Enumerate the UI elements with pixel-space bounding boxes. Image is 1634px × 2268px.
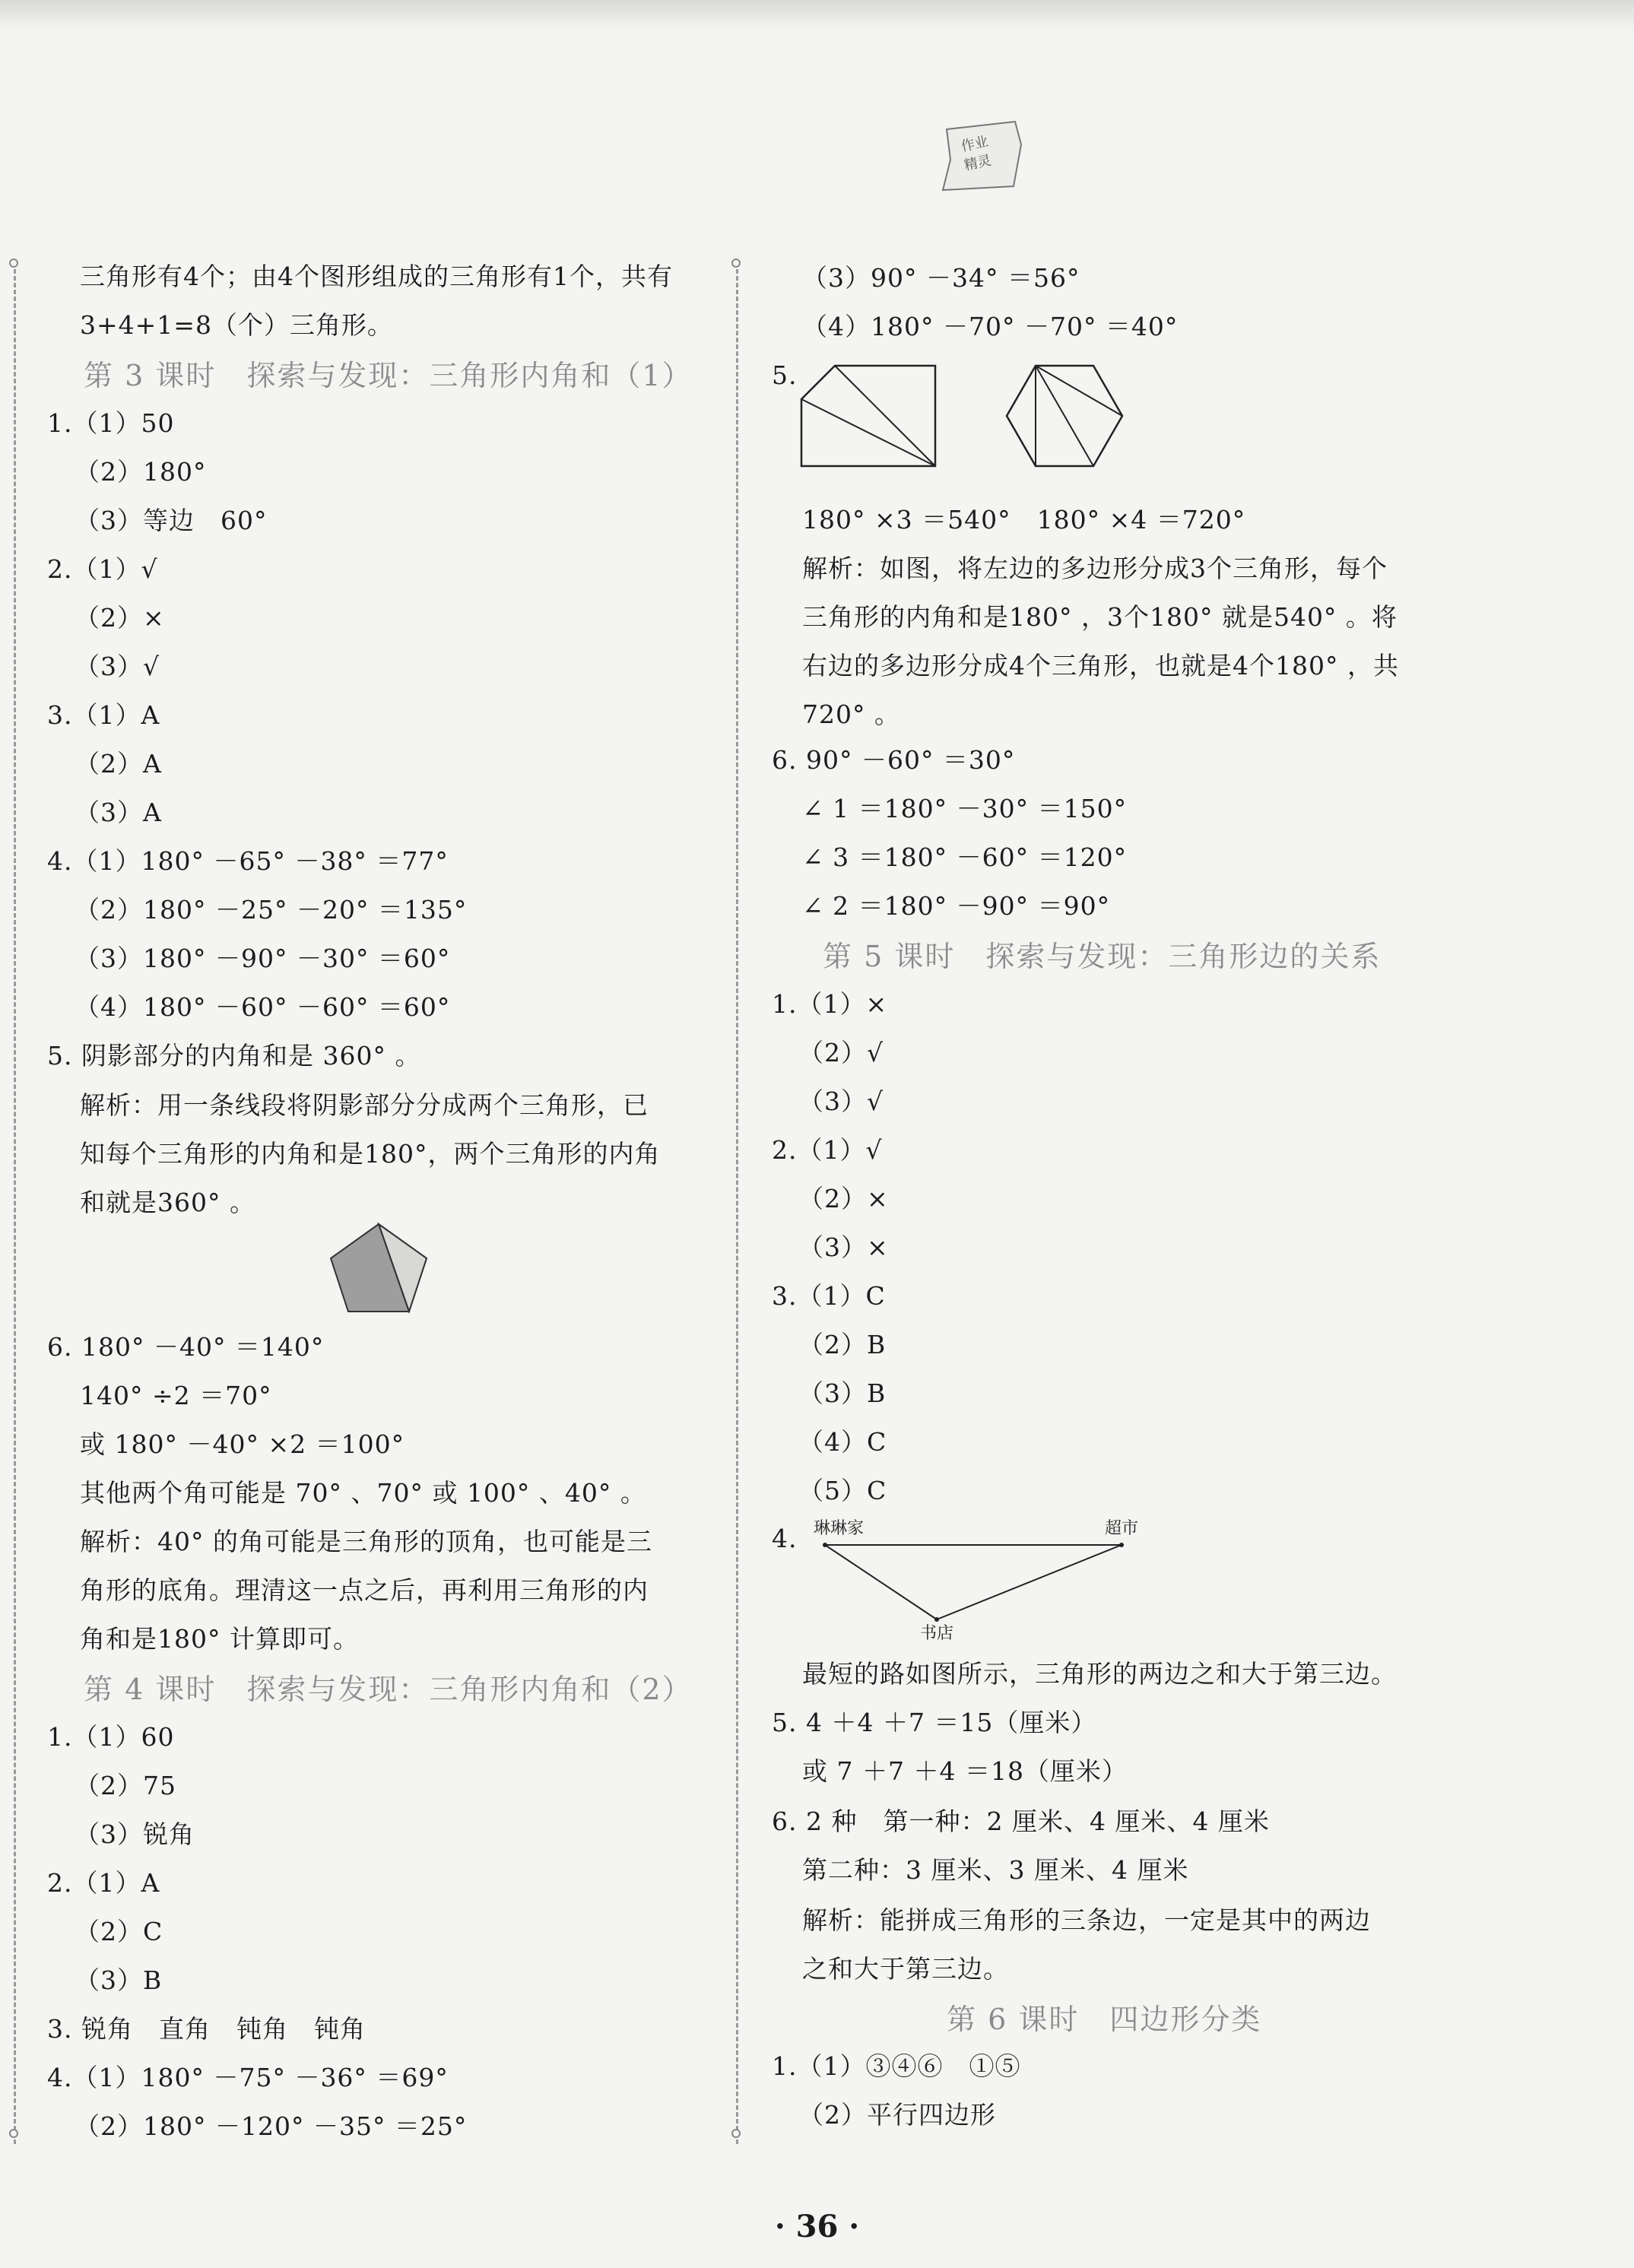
analysis-line: 角和是180° 计算即可。	[80, 1624, 359, 1654]
answer-line: （2）平行四边形	[798, 2100, 996, 2130]
answer-line: 2.（1）√	[47, 554, 158, 584]
answer-line: （3）锐角	[75, 1819, 195, 1849]
map-label-store: 书店	[920, 1624, 954, 1642]
lesson-heading: 第 3 课时 探索与发现：三角形内角和（1）	[84, 359, 693, 392]
answer-line: 5. 阴影部分的内角和是 360° 。	[47, 1041, 421, 1071]
polygon-division-figure	[798, 361, 1194, 475]
lesson-heading: 第 4 课时 探索与发现：三角形内角和（2）	[84, 1673, 693, 1706]
answer-line: 其他两个角可能是 70° 、70° 或 100° 、40° 。	[80, 1478, 646, 1508]
answer-line: （2）180° －120° －35° ＝25°	[75, 2111, 468, 2141]
answer-line: 6. 90° －60° ＝30°	[772, 745, 1016, 775]
answer-line: （3）等边 60°	[75, 506, 268, 535]
answer-line: （2）×	[798, 1184, 889, 1213]
analysis-line: 解析：如图，将左边的多边形分成3个三角形，每个	[802, 554, 1388, 583]
answer-line: 1.（1）③④⑥ ①⑤	[772, 2051, 1021, 2081]
answer-line: （3）√	[75, 652, 160, 681]
answer-line: 1.（1）60	[47, 1722, 175, 1752]
answer-line: （2）A	[75, 749, 162, 779]
answer-line: （3）B	[798, 1378, 887, 1408]
answer-line: ∠ 2 ＝180° －90° ＝90°	[802, 891, 1111, 921]
answer-line: （3）90° －34° ＝56°	[802, 263, 1080, 293]
answer-line: （2）×	[75, 603, 165, 633]
answer-line: 2.（1）A	[47, 1868, 160, 1898]
answer-line: 或 7 ＋7 ＋4 ＝18（厘米）	[802, 1756, 1128, 1786]
answer-line: 6. 2 种 第一种：2 厘米、4 厘米、4 厘米	[772, 1806, 1270, 1836]
answer-line: （3）180° －90° －30° ＝60°	[75, 944, 451, 973]
answer-line: （4）180° －70° －70° ＝40°	[802, 312, 1179, 341]
stamp-text-1: 作业	[960, 133, 990, 155]
answer-line: 或 180° －40° ×2 ＝100°	[80, 1429, 405, 1459]
answer-line: 3.（1）C	[772, 1281, 886, 1311]
answer-line: 4.	[772, 1524, 798, 1553]
lesson-heading: 第 6 课时 四边形分类	[947, 2003, 1262, 2036]
analysis-line: 解析：用一条线段将阴影部分分成两个三角形，已	[80, 1090, 649, 1120]
analysis-line: 之和大于第三边。	[802, 1954, 1009, 1984]
text-line: 三角形有4个；由4个图形组成的三角形有1个，共有	[80, 262, 673, 291]
answer-line: （2）B	[798, 1330, 887, 1359]
answer-line: （2）180°	[75, 457, 207, 487]
pentagon-figure	[325, 1220, 432, 1315]
answer-line: （3）B	[75, 1965, 163, 1995]
lesson-heading: 第 5 课时 探索与发现：三角形边的关系	[823, 940, 1382, 973]
analysis-line: 解析：能拼成三角形的三条边，一定是其中的两边	[802, 1905, 1371, 1935]
scan-top-band	[0, 0, 1634, 30]
publisher-stamp	[931, 114, 1030, 198]
page-number: · 36 ·	[774, 2209, 860, 2244]
answer-line: （3）×	[798, 1232, 889, 1262]
answer-line: 140° ÷2 ＝70°	[80, 1381, 272, 1410]
answer-line: 最短的路如图所示，三角形的两边之和大于第三边。	[802, 1659, 1397, 1689]
analysis-line: 三角形的内角和是180° ，3个180° 就是540° 。将	[802, 602, 1398, 632]
answer-line: （2）C	[75, 1917, 163, 1946]
answer-line: 1.（1）×	[772, 989, 888, 1019]
answer-line: 3.（1）A	[47, 700, 160, 730]
answer-line: 4.（1）180° －65° －38° ＝77°	[47, 846, 449, 876]
answer-line: （3）√	[798, 1086, 884, 1116]
answer-line: ∠ 1 ＝180° －30° ＝150°	[802, 794, 1128, 823]
rule-dot	[731, 2129, 741, 2138]
answer-line: 180° ×3 ＝540° 180° ×4 ＝720°	[802, 505, 1246, 534]
rule-dot	[9, 2129, 18, 2138]
analysis-line: 解析：40° 的角可能是三角形的顶角，也可能是三	[80, 1527, 652, 1556]
answer-line: （2）√	[798, 1038, 884, 1067]
center-column-rule	[736, 262, 738, 2144]
left-margin-rule	[14, 262, 16, 2144]
answer-line: ∠ 3 ＝180° －60° ＝120°	[802, 842, 1128, 872]
stamp-text-2: 精灵	[963, 152, 993, 174]
answer-line: 5. 4 ＋4 ＋7 ＝15（厘米）	[772, 1708, 1097, 1737]
answer-line: 5.	[772, 360, 798, 390]
answer-line: （4）180° －60° －60° ＝60°	[75, 992, 451, 1022]
answer-line: 6. 180° －40° ＝140°	[47, 1332, 325, 1362]
answer-line: 第二种：3 厘米、3 厘米、4 厘米	[802, 1855, 1189, 1885]
analysis-line: 右边的多边形分成4个三角形，也就是4个180° ，共	[802, 651, 1399, 680]
answer-line: （3）A	[75, 798, 162, 827]
map-label-market: 超市	[1105, 1519, 1139, 1538]
analysis-line: 和就是360° 。	[80, 1188, 255, 1217]
answer-line: （4）C	[798, 1427, 887, 1457]
rule-dot	[731, 259, 741, 268]
text-line: 3+4+1=8（个）三角形。	[80, 310, 393, 340]
answer-line: 4.（1）180° －75° －36° ＝69°	[47, 2063, 449, 2092]
answer-line: 2.（1）√	[772, 1135, 883, 1165]
answer-line: 1.（1）50	[47, 408, 175, 438]
answer-line: （5）C	[798, 1476, 887, 1505]
shortest-path-map	[814, 1513, 1171, 1642]
analysis-line: 720° 。	[802, 699, 900, 729]
answer-line: 3. 锐角 直角 钝角 钝角	[47, 2014, 366, 2044]
map-label-home: 琳琳家	[814, 1519, 865, 1538]
answer-line: （2）75	[75, 1771, 176, 1800]
analysis-line: 角形的底角。理清这一点之后，再利用三角形的内	[80, 1575, 649, 1605]
rule-dot	[9, 259, 18, 268]
analysis-line: 知每个三角形的内角和是180°，两个三角形的内角	[80, 1139, 661, 1169]
answer-line: （2）180° －25° －20° ＝135°	[75, 895, 468, 925]
